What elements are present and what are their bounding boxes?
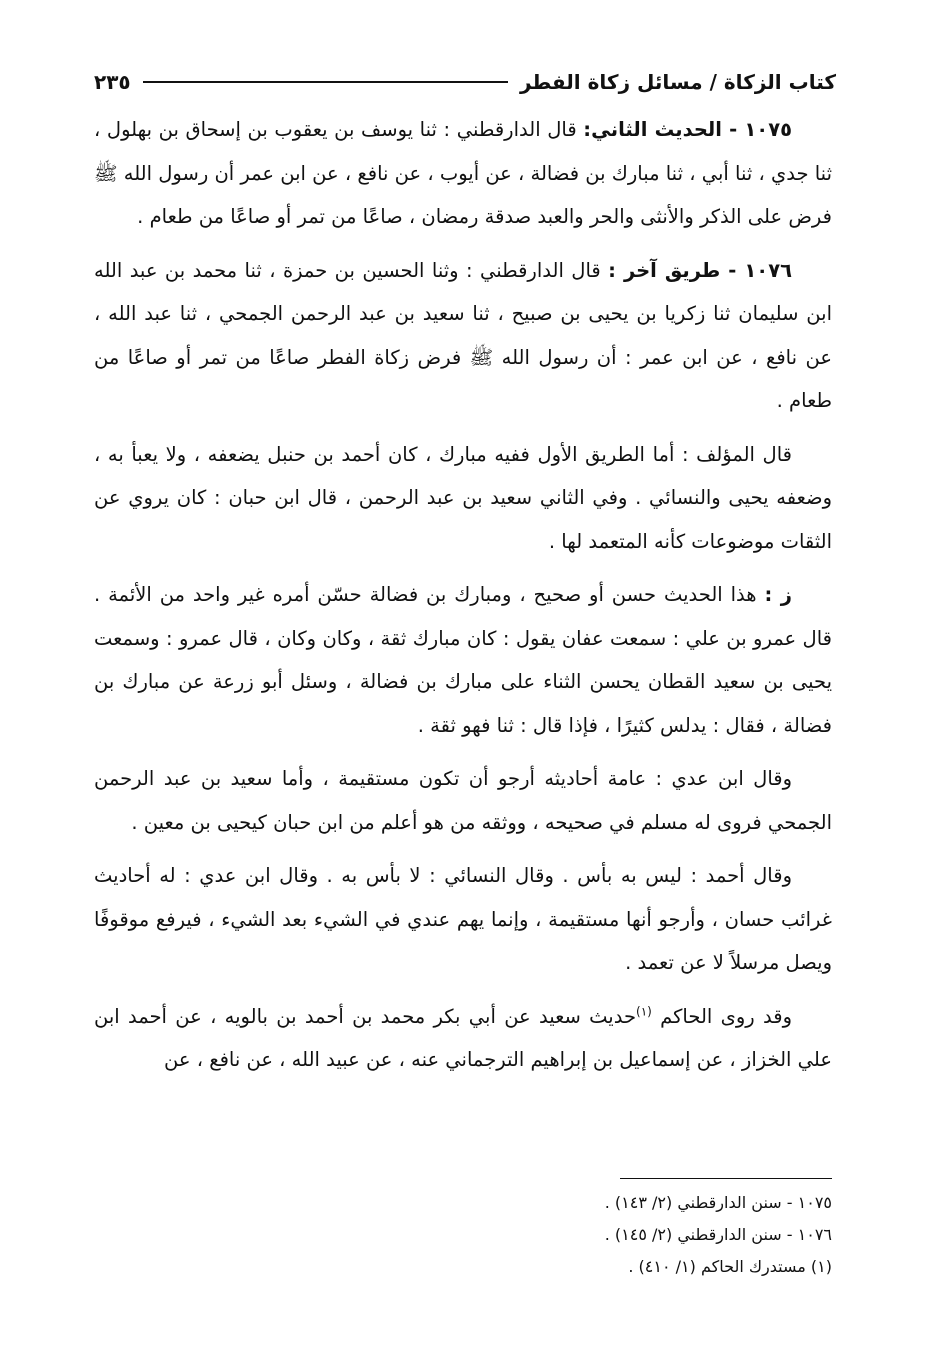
footnote-1075: ١٠٧٥ - سنن الدارقطني (٢/ ١٤٣) . — [604, 1193, 832, 1212]
header-rule — [143, 81, 508, 83]
paragraph-ahmad — [94, 854, 832, 985]
paragraph-text-before: وقد روى الحاكم — [660, 1004, 792, 1028]
paragraph-hadith-1075 — [94, 108, 832, 239]
running-title: كتاب الزكاة / مسائل زكاة الفطر — [519, 70, 836, 94]
paragraph-text: حديث سعيد عن أبي بكر محمد بن أحمد بن بالويه ، عن أحمد ابن علي الخزاز ، عن إسماعيل بن إبراهيم الترجماني عنه ، عن عبيد الله ، عن نافع ، عن — [94, 1004, 832, 1071]
footnote-1: (١) مستدرك الحاكم (١/ ٤١٠) . — [628, 1257, 832, 1276]
footnote-rule — [620, 1178, 832, 1179]
paragraph-hadith-1076 — [94, 249, 832, 423]
body-text — [94, 108, 832, 1082]
paragraph-hakim — [94, 995, 832, 1082]
paragraph-text: هذا الحديث حسن أو صحيح ، ومبارك بن فضالة حسّن أمره غير واحد من الأئمة . قال عمرو بن علي : سمعت عفان يقول : كان مبارك ثقة ، وكان وكان ، قال عمرو : وسمعت يحيى بن سعيد القطان يحسن الثناء على مبارك بن فضالة ، وسئل أبو زرعة عن مبارك بن فضالة ، فقال : يدلس كثيرًا ، فإذا قال : ثنا فهو ثقة . — [94, 583, 832, 737]
paragraph-lead: ز : — [764, 583, 792, 606]
paragraph-ibn-adi — [94, 757, 832, 844]
footnotes — [94, 1178, 832, 1283]
running-header — [94, 62, 836, 102]
paragraph-commentary — [94, 573, 832, 747]
paragraph-text: وقال ابن عدي : عامة أحاديثه أرجو أن تكون مستقيمة ، وأما سعيد بن عبد الرحمن الجمحي فروى له مسلم في صحيحه ، ووثقه من هو أعلم من ابن حبان كيحيى بن معين . — [94, 767, 832, 834]
page — [94, 62, 836, 1092]
paragraph-lead: ١٠٧٥ - الحديث الثاني: — [583, 118, 792, 141]
paragraph-author-note — [94, 433, 832, 564]
paragraph-text: قال الدارقطني : ثنا يوسف بن يعقوب بن إسحاق بن بهلول ، ثنا جدي ، ثنا أبي ، ثنا مبارك بن فضالة ، عن أيوب ، عن نافع ، عن ابن عمر أن رسول الله ﷺ فرض على الذكر والأنثى والحر والعبد صدقة رمضان ، صاعًا من تمر أو صاعًا من طعام . — [94, 118, 832, 228]
page-number: ٢٣٥ — [94, 70, 131, 94]
paragraph-text: وقال أحمد : ليس به بأس . وقال النسائي : لا بأس به . وقال ابن عدي : له أحاديث غرائب حسان ، وأرجو أنها مستقيمة ، وإنما يهم عندي في الشيء بعد الشيء ، فيرفع موقوفًا ويصل مرسلاً لا عن تعمد . — [94, 864, 832, 974]
paragraph-text: قال المؤلف : أما الطريق الأول ففيه مبارك ، كان أحمد بن حنبل يضعفه ، ولا يعبأ به ، وضعفه يحيى والنسائي . وفي الثاني سعيد بن عبد الرحمن ، قال ابن حبان : كان يروي عن الثقات موضوعات كأنه المتعمد لها . — [94, 442, 832, 553]
paragraph-lead: ١٠٧٦ - طريق آخر : — [608, 258, 792, 282]
footnote-marker: (١) — [636, 1004, 652, 1018]
paragraph-text: قال الدارقطني : وثنا الحسين بن حمزة ، ثنا محمد بن عبد الله ابن سليمان ثنا زكريا بن يحيى بن صبيح ، ثنا سعيد بن عبد الرحمن الجمحي ، ثنا عبد الله ، عن نافع ، عن ابن عمر : أن رسول الله ﷺ فرض زكاة الفطر صاعًا من تمر أو صاعًا من طعام . — [94, 258, 832, 412]
footnote-1076: ١٠٧٦ - سنن الدارقطني (٢/ ١٤٥) . — [604, 1225, 832, 1244]
